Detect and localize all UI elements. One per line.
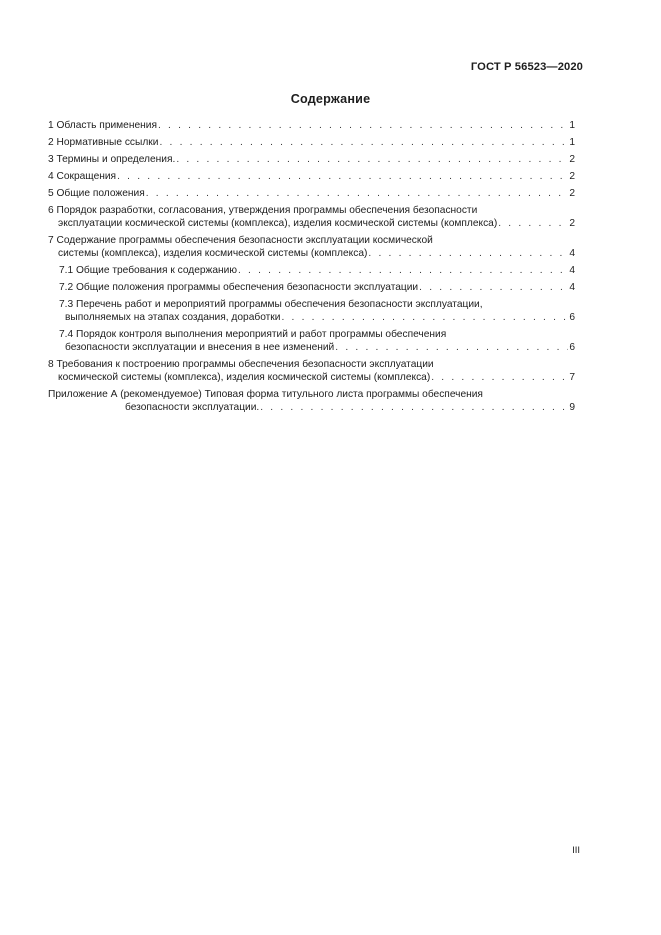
toc-entry-page: 2 — [569, 154, 575, 165]
dot-leader — [335, 341, 568, 354]
toc-subentry[interactable] — [48, 328, 575, 354]
toc-subentry[interactable] — [48, 264, 575, 277]
table-of-contents — [48, 119, 575, 418]
toc-entry-page: 1 — [569, 120, 575, 131]
dot-leader — [368, 247, 568, 260]
toc-entry-text-continued: безопасности эксплуатации и внесения в нее изменений — [65, 342, 335, 353]
toc-entry-page: 9 — [569, 402, 575, 413]
dot-leader — [117, 170, 568, 183]
toc-entry[interactable] — [48, 204, 575, 230]
dot-leader — [281, 311, 568, 324]
toc-entry-text: 6 Порядок разработки, согласования, утверждения программы обеспечения безопасности — [48, 205, 478, 216]
dot-leader — [146, 187, 569, 200]
toc-entry-text-continued: эксплуатации космической системы (комплекса), изделия космической системы (комплекса) — [58, 218, 498, 229]
toc-entry-text: 7 Содержание программы обеспечения безопасности эксплуатации космической — [48, 235, 433, 246]
toc-entry-text-continued: безопасности эксплуатации. — [125, 402, 260, 413]
dot-leader — [238, 264, 568, 277]
toc-entry[interactable] — [48, 119, 575, 132]
toc-entry-text-continued: выполняемых на этапах создания, доработки — [65, 312, 281, 323]
toc-entry-page: 4 — [569, 282, 575, 293]
toc-entry-page: 4 — [569, 248, 575, 259]
dot-leader — [431, 371, 568, 384]
dot-leader — [159, 136, 568, 149]
toc-entry-text: 7.4 Порядок контроля выполнения мероприятий и работ программы обеспечения — [59, 329, 447, 340]
toc-entry[interactable] — [48, 234, 575, 260]
toc-entry-page: 6 — [569, 312, 575, 323]
toc-entry-page: 2 — [569, 218, 575, 229]
toc-subentry[interactable] — [48, 298, 575, 324]
toc-entry-page: 1 — [569, 137, 575, 148]
toc-entry-text-continued: космической системы (комплекса), изделия космической системы (комплекса) — [58, 372, 431, 383]
toc-entry-page: 2 — [569, 188, 575, 199]
toc-entry-text: 4 Сокращения — [48, 171, 117, 182]
toc-entry-text: 8 Требования к построению программы обеспечения безопасности эксплуатации — [48, 359, 434, 370]
toc-entry[interactable] — [48, 358, 575, 384]
toc-entry-page: 2 — [569, 171, 575, 182]
toc-entry-text-continued: системы (комплекса), изделия космической системы (комплекса) — [58, 248, 368, 259]
dot-leader — [498, 217, 568, 230]
toc-entry-page: 7 — [569, 372, 575, 383]
toc-entry-page: 4 — [569, 265, 575, 276]
toc-entry-text: 3 Термины и определения. — [48, 154, 176, 165]
page-number: III — [572, 845, 580, 856]
toc-title: Содержание — [290, 92, 371, 106]
toc-entry-text: 7.3 Перечень работ и мероприятий программы обеспечения безопасности эксплуатации, — [59, 299, 483, 310]
dot-leader — [158, 119, 568, 132]
toc-appendix-entry[interactable] — [48, 388, 575, 414]
toc-entry-text: 7.1 Общие требования к содержанию — [59, 265, 237, 276]
dot-leader — [260, 401, 568, 414]
toc-entry-page: 6 — [569, 342, 575, 353]
toc-entry-text: 7.2 Общие положения программы обеспечения безопасности эксплуатации — [59, 282, 419, 293]
toc-entry-text: 2 Нормативные ссылки — [48, 137, 159, 148]
dot-leader — [419, 281, 568, 294]
document-code: ГОСТ Р 56523—2020 — [470, 61, 583, 73]
toc-entry-text: Приложение А (рекомендуемое) Типовая форма титульного листа программы обеспечения — [48, 389, 483, 400]
toc-subentry[interactable] — [48, 281, 575, 294]
toc-entry[interactable] — [48, 153, 575, 166]
toc-entry[interactable] — [48, 136, 575, 149]
toc-entry-text: 5 Общие положения — [48, 188, 145, 199]
toc-entry[interactable] — [48, 187, 575, 200]
toc-entry[interactable] — [48, 170, 575, 183]
dot-leader — [176, 153, 568, 166]
toc-entry-text: 1 Область применения — [48, 120, 157, 131]
